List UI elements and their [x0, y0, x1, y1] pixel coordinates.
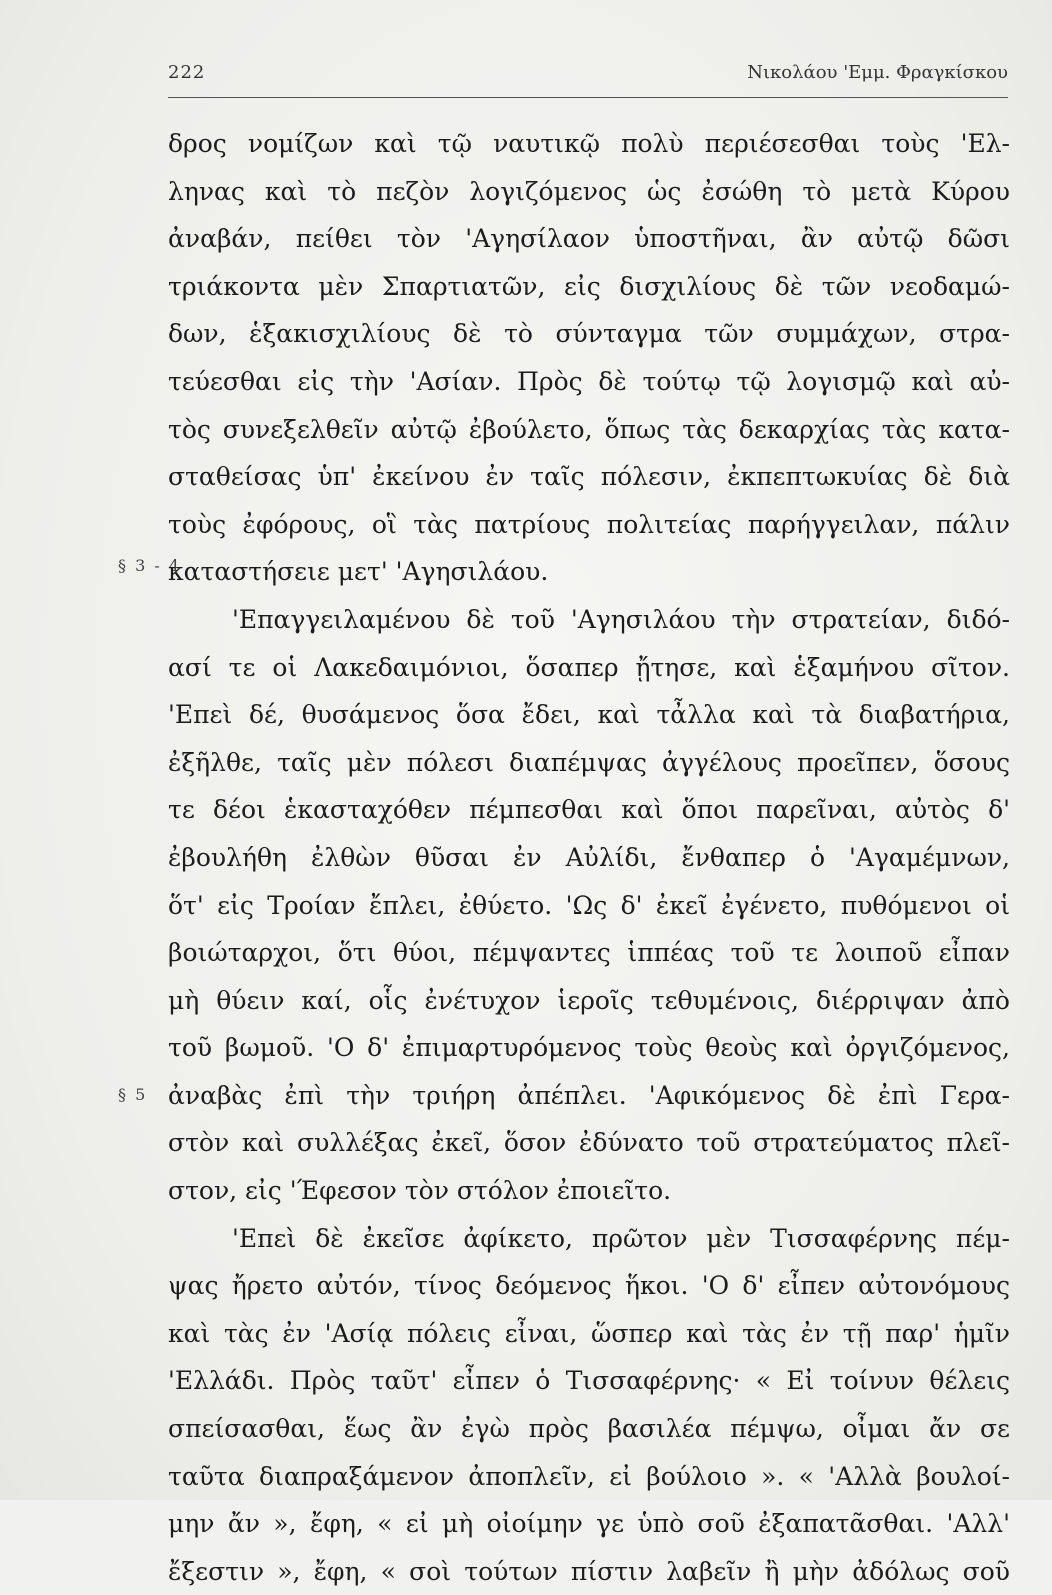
text-line: ἀναβάν, πείθει τὸν 'Αγησίλαον ὑποστῆναι, ἂν αὐτῷ δῶσι	[168, 224, 1010, 254]
text-line: σταθείσας ὑπ' ἐκείνου ἐν ταῖς πόλεσιν, ἐκπεπτωκυίας δὲ διὰ	[168, 462, 1010, 492]
text-line: μην ἄν », ἔφη, « εἰ μὴ οἰοίμην γε ὑπὸ σοῦ ἐξαπατᾶσθαι. 'Αλλ'	[168, 1509, 1010, 1539]
text-line: δρος νομίζων καὶ τῷ ναυτικῷ πολὺ περιέσεσθαι τοὺς 'Ελ-	[168, 129, 1010, 158]
text-line: 'Επεὶ δέ, θυσάμενος ὅσα ἔδει, καὶ τἆλλα καὶ τὰ διαβατήρια,	[168, 700, 1010, 730]
text-line: ταῦτα διαπραξάμενον ἀποπλεῖν, εἰ βούλοιο ». « 'Αλλὰ βουλοί-	[168, 1461, 1010, 1491]
page-number: 222	[168, 62, 206, 83]
text-line: ἐβουλήθη ἐλθὼν θῦσαι ἐν Αὐλίδι, ἔνθαπερ ὁ 'Αγαμέμνων,	[168, 842, 1010, 872]
section-mark-3-4: § 3 - 4	[118, 556, 182, 575]
text-line: τοῦ βωμοῦ. 'Ο δ' ἐπιμαρτυρόμενος τοὺς θεοὺς καὶ ὀργιζόμενος,	[168, 1033, 1010, 1063]
text-line: μὴ θύειν καί, οἷς ἐνέτυχον ἱεροῖς τεθυμένοις, διέρριψαν ἀπὸ	[168, 985, 1010, 1015]
text-line: βοιώταρχοι, ὅτι θύοι, πέμψαντες ἱππέας τοῦ τε λοιποῦ εἶπαν	[168, 938, 1010, 968]
text-line: ληνας καὶ τὸ πεζὸν λογιζόμενος ὡς ἐσώθη τὸ μετὰ Κύρου	[168, 176, 1010, 206]
text-line: τριάκοντα μὲν Σπαρτιατῶν, εἰς δισχιλίους δὲ τῶν νεοδαμώ-	[168, 271, 1010, 301]
text-line: τε δέοι ἑκασταχόθεν πέμπεσθαι καὶ ὅποι παρεῖναι, αὐτὸς δ'	[168, 795, 1010, 825]
text-line: ἔξεστιν », ἔφη, « σοὶ τούτων πίστιν λαβεῖν ἢ μὴν ἀδόλως σοῦ	[168, 1556, 1010, 1586]
text-line: ὅτ' εἰς Τροίαν ἔπλει, ἐθύετο. 'Ως δ' ἐκεῖ ἐγένετο, πυθόμενοι οἱ	[168, 890, 1010, 920]
page-header	[168, 62, 1008, 92]
text-line: στον, εἰς 'Έφεσον τὸν στόλον ἐποιεῖτο.	[168, 1176, 672, 1206]
text-line: καὶ τὰς ἐν 'Ασίᾳ πόλεις εἶναι, ὥσπερ καὶ τὰς ἐν τῇ παρ' ἡμῖν	[168, 1318, 1010, 1348]
text-line: στὸν καὶ συλλέξας ἐκεῖ, ὅσον ἐδύνατο τοῦ στρατεύματος πλεῖ-	[168, 1128, 1010, 1158]
text-line: δων, ἑξακισχιλίους δὲ τὸ σύνταγμα τῶν συμμάχων, στρα-	[168, 319, 1010, 349]
text-line: ἐξῆλθε, ταῖς μὲν πόλεσι διαπέμψας ἀγγέλους προεῖπεν, ὅσους	[168, 747, 1010, 777]
text-line: ἀναβὰς ἐπὶ τὴν τριήρη ἀπέπλει. 'Αφικόμενος δὲ ἐπὶ Γερα-	[168, 1080, 1010, 1110]
text-line: 'Επαγγειλαμένου δὲ τοῦ 'Αγησιλάου τὴν στρατείαν, διδό-	[232, 604, 1010, 634]
text-line: καταστήσειε μετ' 'Αγησιλάου.	[168, 557, 549, 587]
text-line: σπείσασθαι, ἕως ἂν ἐγὼ πρὸς βασιλέα πέμψω, οἶμαι ἄν σε	[168, 1414, 1010, 1444]
section-mark-5: § 5	[118, 1085, 148, 1104]
text-line: τεύεσθαι εἰς τὴν 'Ασίαν. Πρὸς δὲ τούτῳ τῷ λογισμῷ καὶ αὐ-	[168, 366, 1010, 396]
text-line: τοὺς ἐφόρους, οἳ τὰς πατρίους πολιτείας παρήγγειλαν, πάλιν	[168, 509, 1010, 539]
text-line: τὸς συνεξελθεῖν αὐτῷ ἐβούλετο, ὅπως τὰς δεκαρχίας τὰς κατα-	[168, 414, 1010, 444]
header-rule	[168, 97, 1008, 98]
text-line: ασί τε οἱ Λακεδαιμόνιοι, ὅσαπερ ᾔτησε, καὶ ἑξαμήνου σῖτον.	[168, 652, 1010, 682]
body-text	[168, 120, 1010, 1595]
text-line: 'Επεὶ δὲ ἐκεῖσε ἀφίκετο, πρῶτον μὲν Τισσαφέρνης πέμ-	[232, 1223, 1010, 1253]
text-line: ψας ἤρετο αὐτόν, τίνος δεόμενος ἥκοι. 'Ο δ' εἶπεν αὐτονόμους	[168, 1271, 1010, 1301]
running-head: Νικολάου 'Εμμ. Φραγκίσκου	[747, 62, 1008, 83]
text-line: 'Ελλάδι. Πρὸς ταῦτ' εἶπεν ὁ Τισσαφέρνης· « Εἰ τοίνυν θέλεις	[168, 1366, 1010, 1396]
